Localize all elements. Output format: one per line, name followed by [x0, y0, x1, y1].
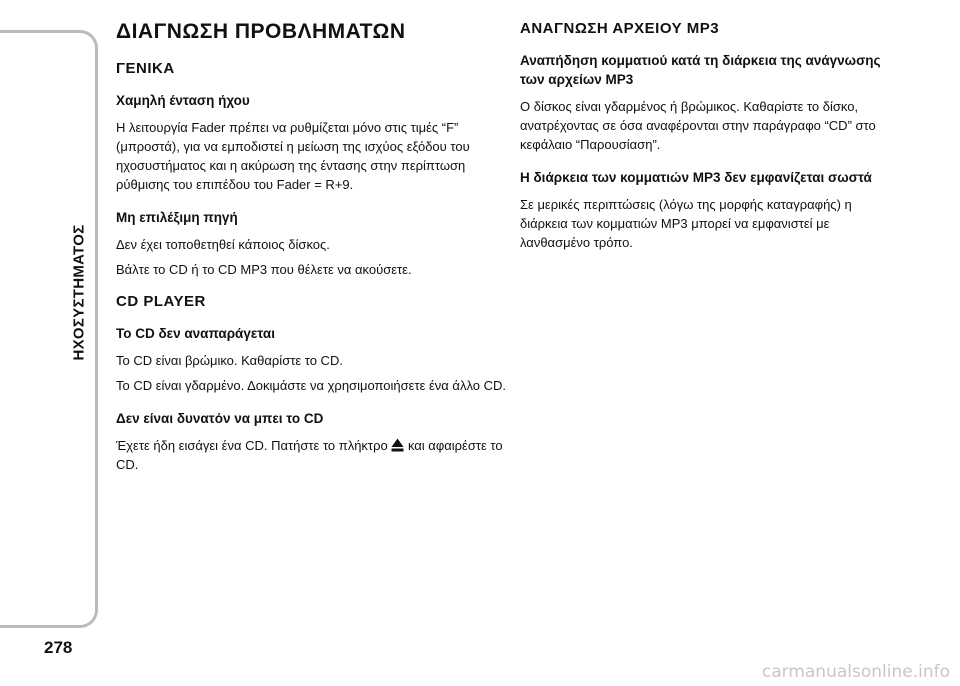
side-section-text: ΗΧΟΣΥΣΤΗΜΑΤΟΣ	[70, 223, 88, 361]
cd-cannot-insert-text-a: Έχετε ήδη εισάγει ένα CD. Πατήστε το πλήκτρο	[116, 438, 388, 453]
mp3-skip-block	[520, 51, 900, 154]
watermark: carmanualsonline.info	[761, 662, 950, 682]
section-heading-cd-player: CD PLAYER	[116, 293, 206, 310]
page-number: 278	[44, 638, 73, 657]
right-column	[520, 20, 900, 266]
cd-cannot-insert-text	[116, 436, 508, 474]
no-source-text-2: Βάλτε το CD ή το CD MP3 που θέλετε να ακούσετε.	[116, 262, 412, 277]
mp3-duration-heading: Η διάρκεια των κομματιών MP3 δεν εμφανίζεται σωστά	[520, 170, 872, 185]
low-volume-block	[116, 91, 508, 194]
no-source-text-1: Δεν έχει τοποθετηθεί κάποιος δίσκος.	[116, 237, 330, 252]
section-heading-general: ΓΕΝΙΚΑ	[116, 60, 175, 77]
mp3-skip-text: Ο δίσκος είναι γδαρμένος ή βρώμικος. Καθαρίστε το δίσκο, ανατρέχοντας σε όσα αναφέρονται στην παράγραφο “CD” στο κεφάλαιο “Παρουσίαση”.	[520, 99, 876, 152]
no-source-block	[116, 208, 508, 279]
section-heading-mp3: ΑΝΑΓΝΩΣΗ ΑΡΧΕΙΟΥ MP3	[520, 20, 720, 37]
eject-icon	[391, 438, 404, 452]
cd-cannot-insert-heading: Δεν είναι δυνατόν να μπει το CD	[116, 411, 324, 426]
cd-not-playing-text-1: Το CD είναι βρώμικο. Καθαρίστε το CD.	[116, 353, 343, 368]
page-title: ΔΙΑΓΝΩΣΗ ΠΡΟΒΛΗΜΑΤΩΝ	[116, 20, 406, 43]
low-volume-heading: Χαμηλή ένταση ήχου	[116, 93, 250, 108]
no-source-heading: Μη επιλέξιμη πηγή	[116, 210, 238, 225]
mp3-duration-text: Σε μερικές περιπτώσεις (λόγω της μορφής καταγραφής) η διάρκεια των κομματιών MP3 μπορεί να εμφανιστεί με λανθασμένο τρόπο.	[520, 197, 852, 250]
low-volume-text: Η λειτουργία Fader πρέπει να ρυθμίζεται μόνο στις τιμές “F” (μπροστά), για να εμποδιστεί η μείωση της ισχύος εξόδου του ηχοσυστήματος και η ακύρωση της έντασης στην περίπτωση ρύθμισης του επιπέδου του Fader = R+9.	[116, 120, 470, 192]
mp3-skip-heading: Αναπήδηση κομματιού κατά τη διάρκεια της ανάγνωσης των αρχείων MP3	[520, 53, 881, 87]
cd-not-playing-text-2: Το CD είναι γδαρμένο. Δοκιμάστε να χρησιμοποιήσετε ένα άλλο CD.	[116, 378, 506, 393]
left-column	[116, 20, 508, 488]
cd-not-playing-heading: Το CD δεν αναπαράγεται	[116, 326, 275, 341]
cd-cannot-insert-block	[116, 409, 508, 474]
cd-cannot-insert-text-b: και αφαιρέστε το CD.	[116, 438, 503, 472]
mp3-duration-block	[520, 168, 900, 252]
cd-not-playing-block	[116, 324, 508, 395]
side-section-label	[64, 212, 94, 372]
